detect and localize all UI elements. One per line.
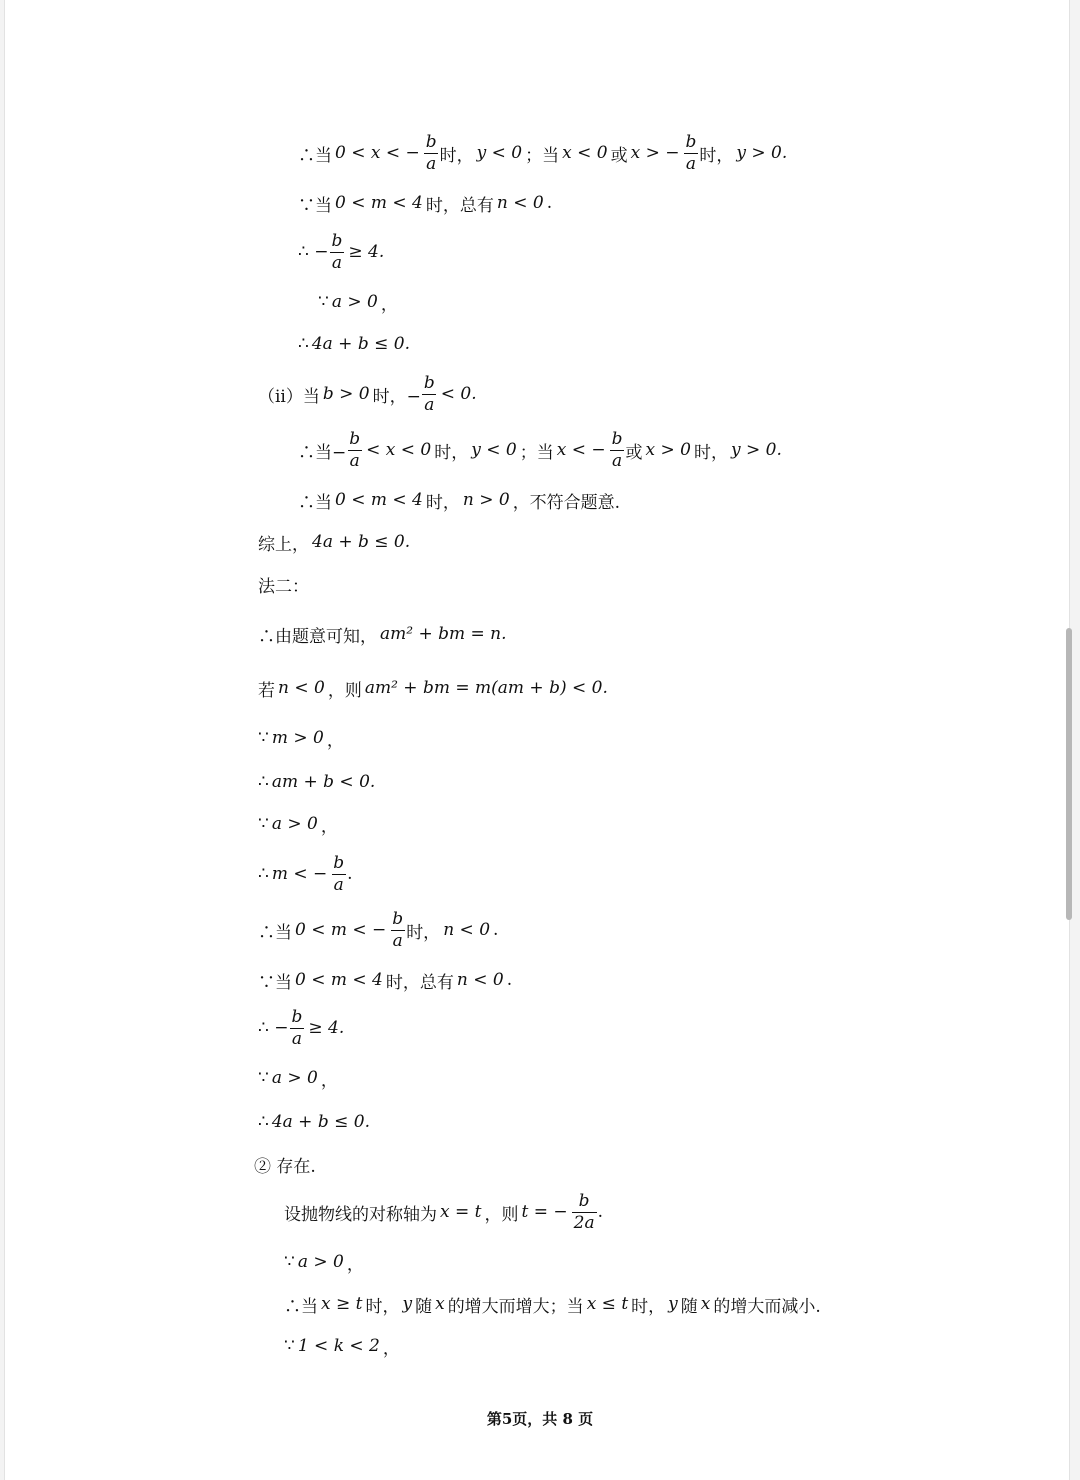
solution-line [284,1190,603,1233]
solution-line [258,1104,373,1140]
fraction-denominator: a [331,252,342,273]
fraction-numerator: b [331,230,343,251]
math-expression: y < 0 [471,440,517,460]
math-expression: 0 < m < 4 [295,970,383,990]
fraction-numerator: b [392,908,404,929]
math-expression: n < 0 [456,970,504,990]
math-expression: x > − [630,143,680,163]
math-expression: y > 0. [736,143,788,163]
solution-line [258,566,309,602]
vertical-scrollbar[interactable] [1066,628,1072,920]
text-run: 法二： [258,576,309,597]
text-run: ∵ [284,1252,295,1272]
solution-line [258,720,344,756]
text-run: ∴ [258,772,269,792]
text-run: ；当 [519,442,554,463]
math-expression: am² + bm = n. [380,624,507,644]
math-expression: n < 0 [496,193,544,213]
fraction-numerator: b [425,131,437,152]
math-expression: n > 0 [462,490,510,510]
solution-line [258,806,338,842]
text-run: ∴ − [298,242,329,262]
text-run: ，则 [327,680,362,701]
text-run: 时，− [372,386,421,407]
fraction [610,428,625,471]
text-run: ∵ [318,292,329,312]
text-run: 时， [406,922,441,943]
math-expression: 4a + b ≤ 0. [271,1112,370,1132]
math-expression: y < 0 [476,143,523,163]
text-run: 时， [365,1296,400,1317]
fraction-denominator: a [612,450,623,471]
text-run: 时，总有 [425,195,494,216]
fraction [289,1006,304,1049]
text-run: 或 [625,442,643,463]
fraction-numerator: b [423,372,435,393]
solution-line [254,1146,316,1182]
solution-line [298,428,785,471]
text-run: 的增大而减小. [713,1296,821,1317]
fraction-denominator: 2a [573,1212,595,1233]
text-run: 若 [258,680,275,701]
text-run: （ii）当 [258,386,320,407]
fraction-denominator: a [392,930,403,951]
solution-line [284,1244,364,1280]
text-run: ， [380,294,398,315]
math-expression: a > 0 [271,1068,318,1088]
solution-line [258,908,499,951]
text-run: . [347,864,353,884]
math-expression: x = t [440,1202,482,1222]
fraction-denominator: a [349,450,360,471]
text-run: 时， [693,442,728,463]
math-expression: x ≤ t [586,1294,629,1314]
solution-line [318,284,398,320]
fraction-numerator: b [291,1006,303,1027]
fraction-denominator: a [424,394,435,415]
text-run: 时， [434,442,469,463]
solution-line [258,372,480,415]
text-run: 时，总有 [385,972,454,993]
text-run: ∵ [258,1068,269,1088]
solution-line [258,1006,347,1049]
math-expression: b > 0 [322,384,370,404]
text-run: ，则 [484,1204,519,1225]
fraction [424,131,439,174]
math-expression: t = − [521,1202,568,1222]
solution-line [284,1286,821,1322]
text-run: ∴当− [298,442,347,463]
page-footer: 第5页，共 8 页 [486,1410,594,1428]
math-expression: m < − [271,864,328,884]
text-run: ， [382,1338,400,1359]
text-run: 时， [631,1296,666,1317]
math-expression: am² + bm = m(am + b) < 0. [364,678,608,698]
solution-line [258,852,353,895]
text-run: 随 [415,1296,433,1317]
fraction-numerator: b [349,428,361,449]
text-run: ∴ [258,1112,269,1132]
fraction-numerator: b [685,131,697,152]
fraction [347,428,362,471]
text-run: ， [326,730,344,751]
text-run: 设抛物线的对称轴为 [284,1204,437,1225]
fraction-denominator: a [333,874,344,895]
math-expression: n < 0 [443,920,491,940]
text-run: ∴当 [284,1296,318,1317]
text-run: . [597,1202,603,1222]
text-run: . [546,193,553,213]
solution-line [298,326,413,362]
text-run: ∵ [284,1336,295,1356]
solution-line [258,616,510,652]
solution-line [298,482,620,518]
text-run: ∴由题意可知， [258,626,377,647]
fraction-numerator: b [611,428,623,449]
math-expression: 4a + b ≤ 0. [311,334,410,354]
text-run: ；当 [525,145,560,166]
text-run: . [493,920,499,940]
text-run: ∵当 [258,972,292,993]
math-expression: < 0. [440,384,477,404]
solution-line [284,1328,400,1364]
math-expression: 0 < m < − [295,920,387,940]
math-expression: am + b < 0. [271,772,376,792]
text-run: ，不符合题意. [512,492,621,513]
solution-line [258,670,611,706]
math-expression: x [435,1294,445,1314]
text-run: ∵ [258,814,269,834]
math-expression: x > 0 [645,440,691,460]
text-run: ∴当 [258,922,292,943]
math-expression: x < − [556,440,606,460]
math-expression: a > 0 [271,814,318,834]
text-run: 综上， [258,534,309,555]
text-run: ， [320,816,338,837]
text-run: ， [346,1254,364,1275]
text-run: 时， [699,145,734,166]
document-page [4,0,1070,1480]
text-run: 时， [425,492,460,513]
text-run: ② 存在. [254,1156,316,1177]
fraction-denominator: a [291,1028,302,1049]
text-run: 时， [439,145,474,166]
solution-line [258,524,413,560]
math-expression: 4a + b ≤ 0. [312,532,411,552]
text-run: ∴ [298,334,309,354]
text-run: ∴ − [258,1018,289,1038]
math-expression: 0 < x < − [335,143,420,163]
math-expression: y [668,1294,678,1314]
solution-line [258,764,378,800]
fraction-denominator: a [685,153,697,174]
fraction-numerator: b [333,852,345,873]
text-run: 或 [610,145,628,166]
solution-line [298,131,790,174]
math-expression: m > 0 [271,728,324,748]
text-run: ∵当 [298,195,332,216]
math-expression: x < 0 [562,143,608,163]
text-run: ∴ [258,864,269,884]
text-run: ∵ [258,728,269,748]
text-run: . [506,970,513,990]
text-run: ∴当 [298,492,332,513]
text-run: 随 [680,1296,698,1317]
fraction [422,372,437,415]
fraction [331,852,346,895]
math-expression: 1 < k < 2 [297,1336,380,1356]
fraction [390,908,405,951]
math-expression: a > 0 [297,1252,344,1272]
fraction [329,230,344,273]
math-expression: y [402,1294,413,1314]
math-expression: a > 0 [331,292,378,312]
fraction [572,1190,597,1233]
math-expression: < x < 0 [366,440,432,460]
solution-line [258,1060,338,1096]
fraction-denominator: a [426,153,437,174]
solution-line [298,185,552,221]
math-expression: 0 < m < 4 [335,193,423,213]
math-expression: y > 0. [730,440,782,460]
text-run: 的增大而增大；当 [447,1296,584,1317]
solution-line [298,230,387,273]
fraction [684,131,699,174]
text-run: ， [320,1070,338,1091]
math-expression: x [700,1294,711,1314]
fraction-numerator: b [578,1190,590,1211]
solution-line [258,962,512,998]
math-expression: x ≥ t [321,1294,363,1314]
math-expression: 0 < m < 4 [335,490,423,510]
math-expression: ≥ 4. [348,242,385,262]
math-expression: n < 0 [278,678,325,698]
math-expression: ≥ 4. [308,1018,345,1038]
text-run: ∴当 [298,145,332,166]
